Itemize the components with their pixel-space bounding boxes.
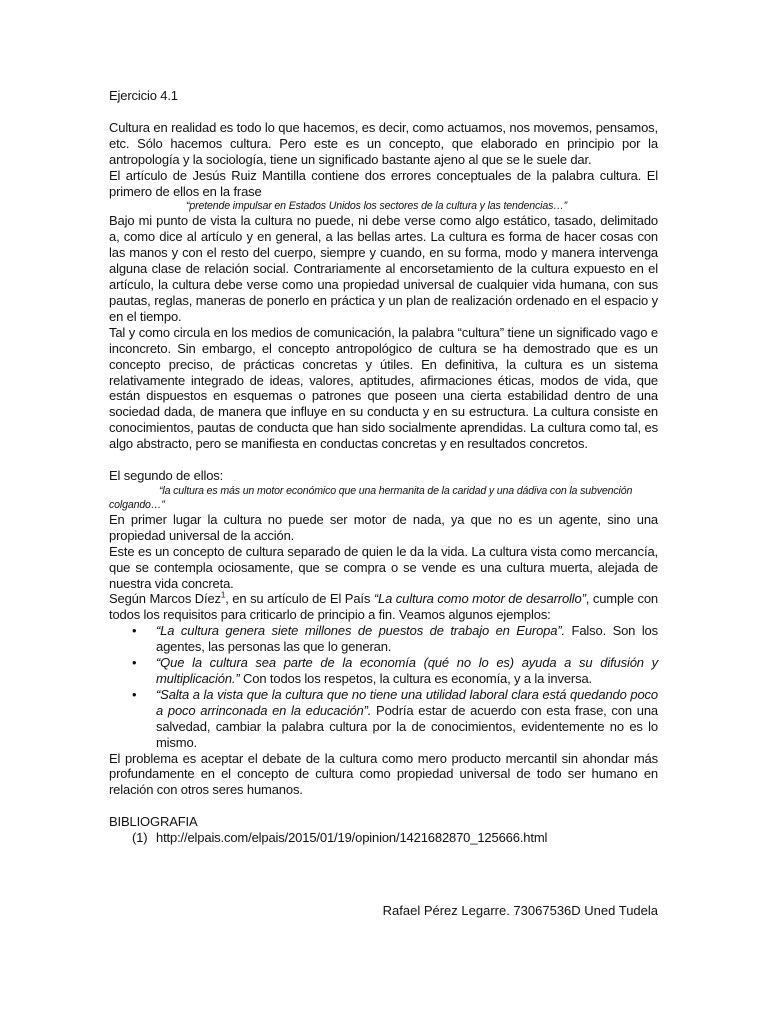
author-name: Según Marcos Díez — [109, 591, 221, 607]
bullet-icon: • — [132, 623, 137, 639]
examples-list — [109, 623, 658, 750]
paragraph-static-culture: Bajo mi punto de vista la cultura no puede, ni debe verse como algo estático, tasado, delimitado a, como dice al artículo y en general, a las bellas artes. La cultura es forma de hacer cosas con las manos y con el resto del cuerpo, siempre y cuando, en su forma, modo y manera intervenga alguna clase de relación social. Contrariamente al encorsetamiento de la cultura expuesto en el artículo, la cultura debe verse como una propiedad universal de cualquier vida humana, con sus pautas, reglas, maneras de ponerlo en práctica y un plan de realización ordenado en el espacio y en el tiempo. — [109, 213, 658, 324]
paragraph-text: , en su artículo de El País — [225, 591, 374, 607]
example-comment: Podría estar de acuerdo con esta frase, con una salvedad, cambiar la palabra cultura por la de conocimientos, evidentemente no es lo mismo. — [156, 702, 658, 750]
example-quote: “Salta a la vista que la cultura que no tiene una utilidad laboral clara está quedando poco a poco arrinconada en la educación”. — [156, 686, 658, 718]
list-item — [109, 655, 658, 687]
footnote-marker: 1 — [220, 591, 226, 601]
article-title: “La cultura como motor de desarrollo” — [373, 591, 586, 607]
quote-second-error: “la cultura es más un motor económico que una hermanita de la caridad y una dádiva con la subvención colgando…” — [109, 484, 633, 511]
list-item — [109, 623, 658, 655]
bibliography-number: (1) — [132, 830, 148, 846]
paragraph-marcos-diez — [109, 591, 658, 623]
document-body — [109, 88, 658, 846]
example-quote: “Que la cultura sea parte de la economía (qué no lo es) ayuda a su difusión y multiplicación.” — [156, 655, 658, 686]
paragraph-conclusion: El problema es aceptar el debate de la cultura como mero producto mercantil sin ahondar más profundamente en el concepto de cultura como propiedad universal de todo ser humano en relación con otros seres humanos. — [109, 750, 658, 798]
paragraph-article-errors: El artículo de Jesús Ruiz Mantilla contiene dos errores conceptuales de la palabra cultura. El primero de ellos en la frase — [109, 167, 658, 199]
paragraph-text: , cumple con todos los requisitos para criticarlo de principio a fin. Veamos algunos ejemplos: — [109, 591, 658, 623]
example-comment: Con todos los respetos, la cultura es economía, y a la inversa. — [239, 671, 592, 686]
bullet-icon: • — [132, 686, 137, 702]
example-quote: “La cultura genera siete millones de puestos de trabajo en Europa”. — [156, 623, 565, 639]
paragraph-culture-definition: Tal y como circula en los medios de comunicación, la palabra “cultura” tiene un significado vago e inconcreto. Sin embargo, el concepto antropológico de cultura se ha demostrado que es un concepto preciso, de prácticas concretas y útiles. En definitiva, la cultura es un sistema relativamente integrado de ideas, valores, aptitudes, afirmaciones éticas, modos de vida, que están dispuestos en esquemas o patrones que poseen una cierta estabilidad dentro de una sociedad dada, de manera que influye en su conducta y en su estructura. La cultura consiste en conocimientos, pautas de conducta que han sido socialmente aprendidas. La cultura como tal, es algo abstracto, pero se manifiesta en conductas concretas y en resultados concretos. — [109, 324, 658, 452]
bibliography-link[interactable]: http://elpais.com/elpais/2015/01/19/opinion/1421682870_125666.html — [156, 830, 548, 846]
bullet-icon: • — [132, 655, 137, 671]
paragraph-culture-not-agent: En primer lugar la cultura no puede ser motor de nada, ya que no es un agente, sino una propiedad universal de la acción. — [109, 511, 658, 543]
paragraph-culture-merchandise: Este es un concepto de cultura separado de quien le da la vida. La cultura vista como mercancía, que se contempla ociosamente, que se compra o se vende es una cultura muerta, alejada de nuestra vida concreta. — [109, 543, 658, 591]
paragraph-second-error: El segundo de ellos: — [109, 468, 224, 484]
spacer — [109, 452, 658, 468]
author-signature: Rafael Pérez Legarre. 73067536D Uned Tudela — [382, 903, 658, 918]
quote-first-error: “pretende impulsar en Estados Unidos los sectores de la cultura y las tendencias…” — [186, 200, 568, 213]
bibliography-title: BIBLIOGRAFIA — [109, 814, 198, 830]
paragraph-intro: Cultura en realidad es todo lo que hacemos, es decir, como actuamos, nos movemos, pensamos, etc. Sólo hacemos cultura. Pero este es un concepto, que elaborado en principio por la antropología y la sociología, tiene un significado bastante ajeno al que se le suele dar. — [109, 119, 658, 167]
list-item — [109, 687, 658, 751]
exercise-title: Ejercicio 4.1 — [109, 88, 178, 103]
example-comment: Falso. Son los agentes, las personas las que lo generan. — [156, 623, 658, 655]
bibliography-item — [109, 830, 658, 846]
